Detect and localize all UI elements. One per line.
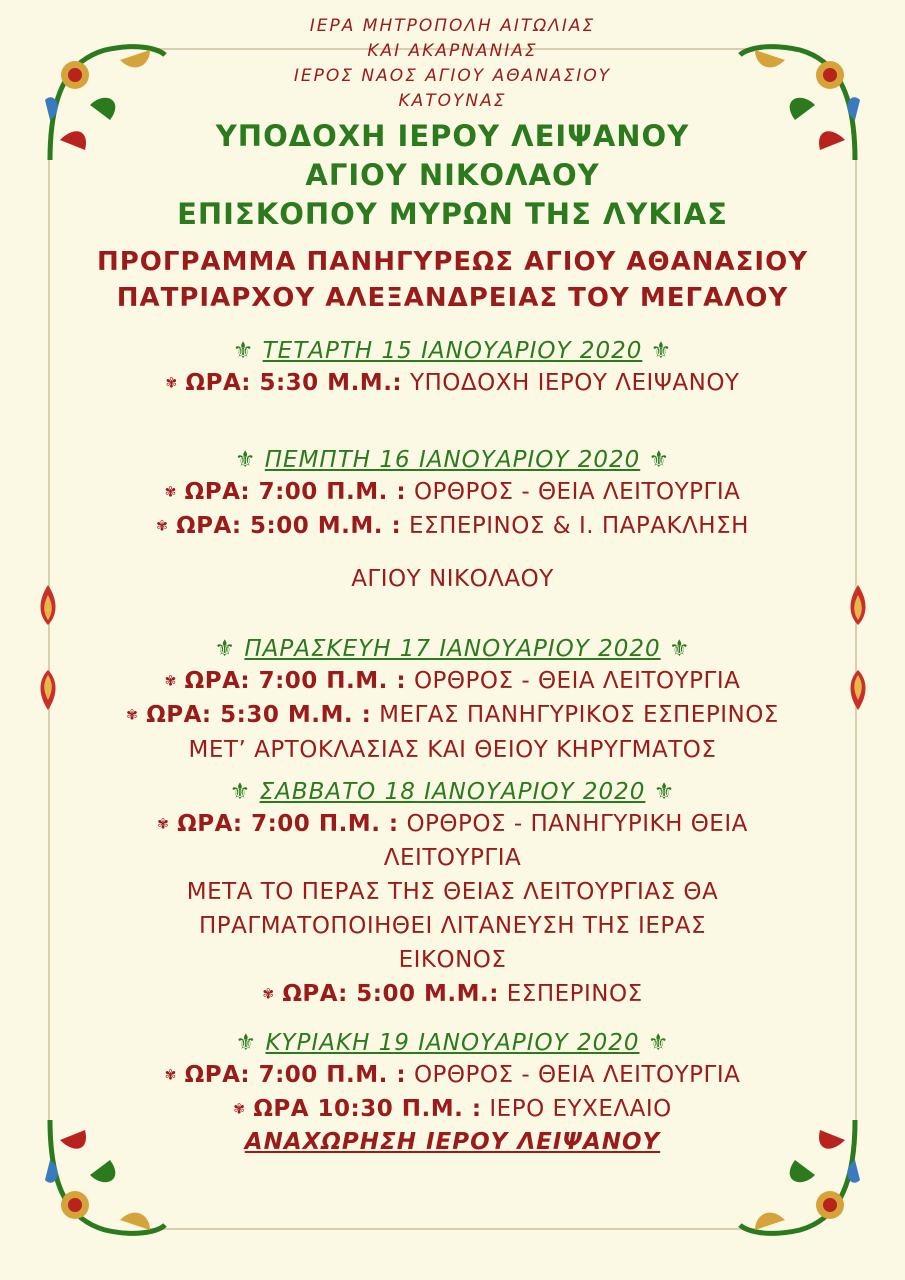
schedule-line [70, 664, 835, 699]
schedule-line [70, 977, 835, 1012]
day-section-friday [70, 634, 835, 767]
fleur-icon: ⚜ [214, 635, 237, 662]
schedule-time: ΩΡΑ: 5:00 Μ.Μ. : [176, 513, 402, 539]
frame-left-line [48, 150, 50, 1130]
fleur-icon: ⚜ [648, 446, 671, 473]
schedule-line [70, 1058, 835, 1093]
day-heading-text: ΚΥΡΙΑΚΗ 19 ΙΑΝΟΥΑΡΙΟΥ 2020 [265, 1029, 640, 1056]
schedule-time: ΩΡΑ: 5:30 Μ.Μ. : [146, 702, 372, 728]
title-line-1: ΥΠΟΔΟΧΗ ΙΕΡΟΥ ΛΕΙΨΑΝΟΥ [215, 119, 690, 153]
flower-bullet-icon: ✾ [164, 484, 177, 500]
frame-bottom-line [150, 1228, 755, 1230]
schedule-text: ΙΕΡΟ ΕΥΧΕΛΑΙΟ [489, 1096, 672, 1122]
header-line-1: ΙΕΡΑ ΜΗΤΡΟΠΟΛΗ ΑΙΤΩΛΙΑΣ [309, 16, 596, 36]
side-ornament-left-lower [28, 665, 68, 715]
schedule-text: ΟΡΘΡΟΣ - ΘΕΙΑ ΛΕΙΤΟΥΡΓΙΑ [413, 667, 741, 694]
note-line: ΠΡΑΓΜΑΤΟΠΟΙΗΘΕΙ ΛΙΤΑΝΕΥΣΗ ΤΗΣ ΙΕΡΑΣ [198, 913, 706, 939]
departure-line: ΑΝΑΧΩΡΗΣΗ ΙΕΡΟΥ ΛΕΙΨΑΝΟΥ [244, 1128, 661, 1155]
fleur-icon: ⚜ [234, 446, 257, 473]
schedule-text: ΟΡΘΡΟΣ - ΠΑΝΗΓΥΡΙΚΗ ΘΕΙΑ [406, 810, 748, 837]
day-section-saturday [70, 777, 835, 1012]
day-heading [70, 1028, 835, 1058]
schedule-time: ΩΡΑ: 5:30 Μ.Μ.: [185, 370, 403, 396]
side-ornament-right-upper [838, 580, 878, 630]
flower-bullet-icon: ✾ [262, 986, 275, 1003]
side-ornament-left-upper [28, 580, 68, 630]
schedule-time: ΩΡΑ: 7:00 Π.Μ. : [184, 1061, 407, 1088]
flower-bullet-icon: ✾ [165, 375, 178, 392]
schedule-continuation: ΛΕΙΤΟΥΡΓΙΑ [383, 845, 522, 871]
schedule-time: ΩΡΑ: 5:00 Μ.Μ.: [282, 981, 499, 1007]
day-heading-text: ΠΕΜΠΤΗ 16 ΙΑΝΟΥΑΡΙΟΥ 2020 [264, 446, 641, 473]
flower-bullet-icon: ✾ [164, 1067, 177, 1083]
schedule-text: ΜΕΓΑΣ ΠΑΝΗΓΥΡΙΚΟΣ ΕΣΠΕΡΙΝΟΣ [379, 702, 779, 728]
day-heading [70, 777, 835, 807]
schedule-time: ΩΡΑ: 7:00 Π.Μ. : [184, 478, 407, 505]
schedule-text: ΥΠΟΔΟΧΗ ΙΕΡΟΥ ΛΕΙΨΑΝΟΥ [409, 370, 740, 396]
program-title-line-2: ΠΑΤΡΙΑΡΧΟΥ ΑΛΕΞΑΝΔΡΕΙΑΣ ΤΟΥ ΜΕΓΑΛΟΥ [116, 283, 789, 313]
schedule-line [70, 475, 835, 510]
schedule-time: ΩΡΑ: 7:00 Π.Μ. : [177, 810, 399, 837]
day-heading-text: ΠΑΡΑΣΚΕΥΗ 17 ΙΑΝΟΥΑΡΙΟΥ 2020 [244, 635, 661, 662]
schedule-line [70, 807, 835, 842]
title-line-3: ΕΠΙΣΚΟΠΟΥ ΜΥΡΩΝ ΤΗΣ ΛΥΚΙΑΣ [177, 197, 728, 231]
poster-content [70, 14, 835, 1157]
day-heading-text: ΣΑΒΒΑΤΟ 18 ΙΑΝΟΥΑΡΙΟΥ 2020 [259, 778, 646, 805]
day-section-wednesday [70, 336, 835, 401]
day-heading [70, 336, 835, 366]
fleur-icon: ⚜ [668, 635, 691, 662]
note-line: ΜΕΤΑ ΤΟ ΠΕΡΑΣ ΤΗΣ ΘΕΙΑΣ ΛΕΙΤΟΥΡΓΙΑΣ ΘΑ [186, 879, 719, 905]
day-heading [70, 445, 835, 475]
fleur-icon: ⚜ [229, 778, 252, 805]
schedule-text: ΕΣΠΕΡΙΝΟΣ & Ι. ΠΑΡΑΚΛΗΣΗ [409, 513, 749, 539]
schedule-line [70, 509, 835, 544]
title-relic [70, 117, 835, 234]
day-section-thursday [70, 445, 835, 596]
frame-right-line [855, 150, 857, 1130]
header-line-2: ΚΑΙ ΑΚΑΡΝΑΝΙΑΣ [367, 41, 538, 61]
schedule-continuation: ΜΕΤ’ ΑΡΤΟΚΛΑΣΙΑΣ ΚΑΙ ΘΕΙΟΥ ΚΗΡΥΓΜΑΤΟΣ [188, 736, 717, 763]
schedule-continuation: ΑΓΙΟΥ ΝΙΚΟΛΑΟΥ [351, 565, 554, 592]
fleur-icon: ⚜ [653, 778, 676, 805]
header-line-3: ΙΕΡΟΣ ΝΑΟΣ ΑΓΙΟΥ ΑΘΑΝΑΣΙΟΥ [293, 66, 612, 86]
side-ornament-right-lower [838, 665, 878, 715]
schedule-time: ΩΡΑ: 7:00 Π.Μ. : [184, 667, 407, 694]
schedule-text: ΕΣΠΕΡΙΝΟΣ [506, 981, 643, 1007]
fleur-icon: ⚜ [235, 1029, 258, 1056]
flower-bullet-icon: ✾ [157, 816, 170, 832]
schedule-line [70, 366, 835, 401]
fleur-icon: ⚜ [647, 1029, 670, 1056]
schedule-time: ΩΡΑ 10:30 Π.Μ. : [253, 1096, 482, 1122]
flower-bullet-icon: ✾ [233, 1101, 246, 1118]
schedule-line [70, 1092, 835, 1127]
title-line-2: ΑΓΙΟΥ ΝΙΚΟΛΑΟΥ [305, 158, 600, 192]
fleur-icon: ⚜ [232, 338, 255, 364]
day-heading-text: ΤΕΤΑΡΤΗ 15 ΙΑΝΟΥΑΡΙΟΥ 2020 [262, 338, 643, 364]
program-title [70, 244, 835, 316]
header-line-4: ΚΑΤΟΥΝΑΣ [398, 91, 507, 111]
schedule-line [70, 698, 835, 733]
fleur-icon: ⚜ [650, 338, 673, 364]
flower-bullet-icon: ✾ [156, 518, 169, 535]
flower-bullet-icon: ✾ [164, 673, 177, 689]
program-title-line-1: ΠΡΟΓΡΑΜΜΑ ΠΑΝΗΓΥΡΕΩΣ ΑΓΙΟΥ ΑΘΑΝΑΣΙΟΥ [96, 247, 809, 277]
schedule-text: ΟΡΘΡΟΣ - ΘΕΙΑ ΛΕΙΤΟΥΡΓΙΑ [413, 1061, 741, 1088]
flower-bullet-icon: ✾ [126, 707, 139, 724]
day-heading [70, 634, 835, 664]
day-section-sunday [70, 1028, 835, 1157]
note-line: ΕΙΚΟΝΟΣ [398, 947, 507, 973]
schedule-text: ΟΡΘΡΟΣ - ΘΕΙΑ ΛΕΙΤΟΥΡΓΙΑ [413, 478, 741, 505]
